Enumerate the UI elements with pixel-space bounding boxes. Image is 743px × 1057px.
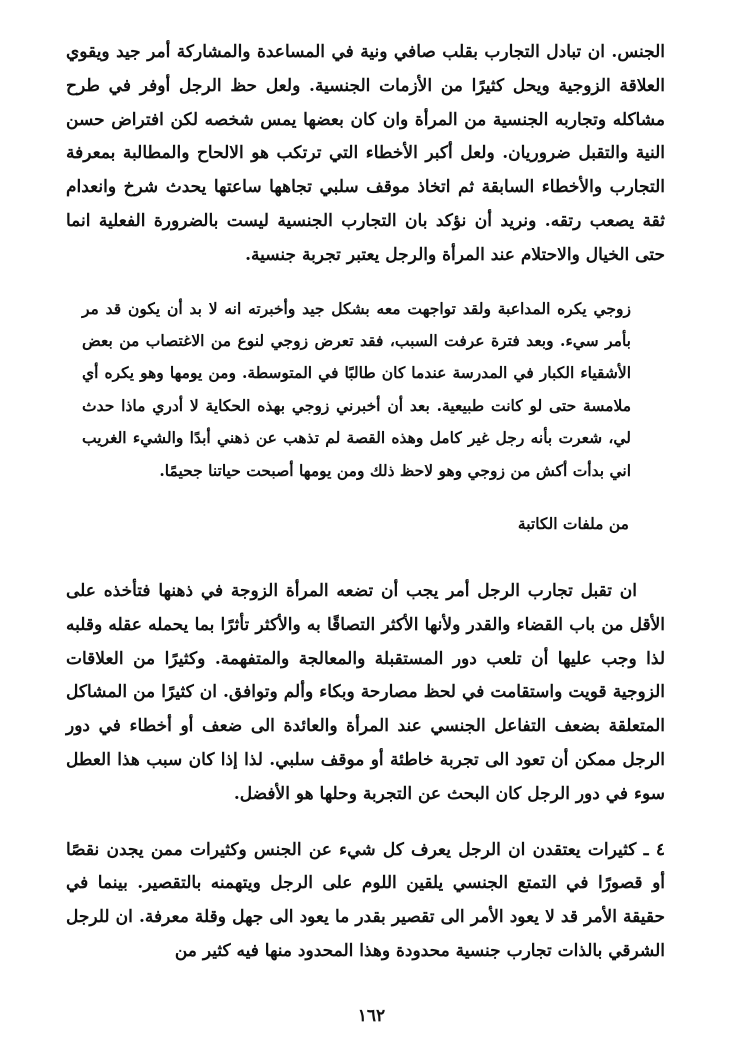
paragraph-item-4: ٤ ـ كثيرات يعتقدن ان الرجل يعرف كل شيء عن الجنس وكثيرات ممن يجدن نقصًا أو قصورًا في التمتع الجنسي يلقين اللوم على الرجل ويتهمنه بالتقصير. بينما في حقيقة الأمر قد لا يعود الأمر الى تقصير بقدر ما يعود الى جهل وقلة معرفة. ان للرجل الشرقي بالذات تجارب جنسية محدودة وهذا المحدود منها فيه كثير من xyxy=(66,839,665,961)
quoted-testimony: زوجي يكره المداعبة ولقد تواجهت معه بشكل جيد وأخبرته انه لا بد أن يكون قد مر بأمر سيء. وبعد فترة عرفت السبب، فقد تعرض زوجي لنوع من الاغتصاب من بعض الأشقياء الكبار في المدرسة عندما كان طالبًا في المتوسطة. ومن يومها وهو يكره أي ملامسة حتى لو كانت طبيعية. بعد أن أخبرني زوجي بهذه الحكاية لا أدري ماذا حدث لي، شعرت بأنه رجل غير كامل وهذه القصة لم تذهب عن ذهني أبدًا والشيء الغريب اني بدأت أكش من زوجي وهو لاحظ ذلك ومن يومها أصبحت حياتنا جحيمًا. xyxy=(82,298,632,480)
section-heading: من ملفات الكاتبة xyxy=(517,514,629,534)
paragraph-acceptance: ان تقبل تجارب الرجل أمر يجب أن تضعه المرأة الزوجة في ذهنها فتأخذه على الأقل من باب القضاء والقدر ولأنها الأكثر التصاقًا به والأكثر تأثرًا بما يحمله عقله وقلبه لذا وجب عليها أن تلعب دور المستقبلة والمعالجة والمتفهمة. وكثيرًا من العلاقات الزوجية قويت واستقامت في لحظ مصارحة وبكاء وألم وتوافق. ان كثيرًا من المشاكل المتعلقة بضعف التفاعل الجنسي عند المرأة والعائدة الى ضعف أو أخطاء في دور الرجل ممكن أن تعود الى تجربة خاطئة أو موقف سلبي. لذا إذا كان سبب هذا العطل سوء في دور الرجل كان البحث عن التجربة وحلها هو الأفضل. xyxy=(66,581,665,804)
paragraph-intro: الجنس. ان تبادل التجارب بقلب صافي ونية في المساعدة والمشاركة أمر جيد ويقوي العلاقة الزوجية ويحل كثيرًا من الأزمات الجنسية. ولعل حظ الرجل أوفر في طرح مشاكله وتجاربه الجنسية من المرأة وان كان بعضها يمس شخصه لكن افتراض حسن النية والتقبل ضروريان. ولعل أكبر الأخطاء التي ترتكب هو الالحاح والمطالبة بمعرفة التجارب والأخطاء السابقة ثم اتخاذ موقف سلبي تجاهها ساعتها يحدث شرخ وانعدام ثقة يصعب رتقه. ونريد أن نؤكد بان التجارب الجنسية ليست بالضرورة الفعلية انما حتى الخيال والاحتلام عند المرأة والرجل يعتبر تجربة جنسية. xyxy=(66,42,665,265)
page-number: ١٦٢ xyxy=(357,1006,386,1026)
